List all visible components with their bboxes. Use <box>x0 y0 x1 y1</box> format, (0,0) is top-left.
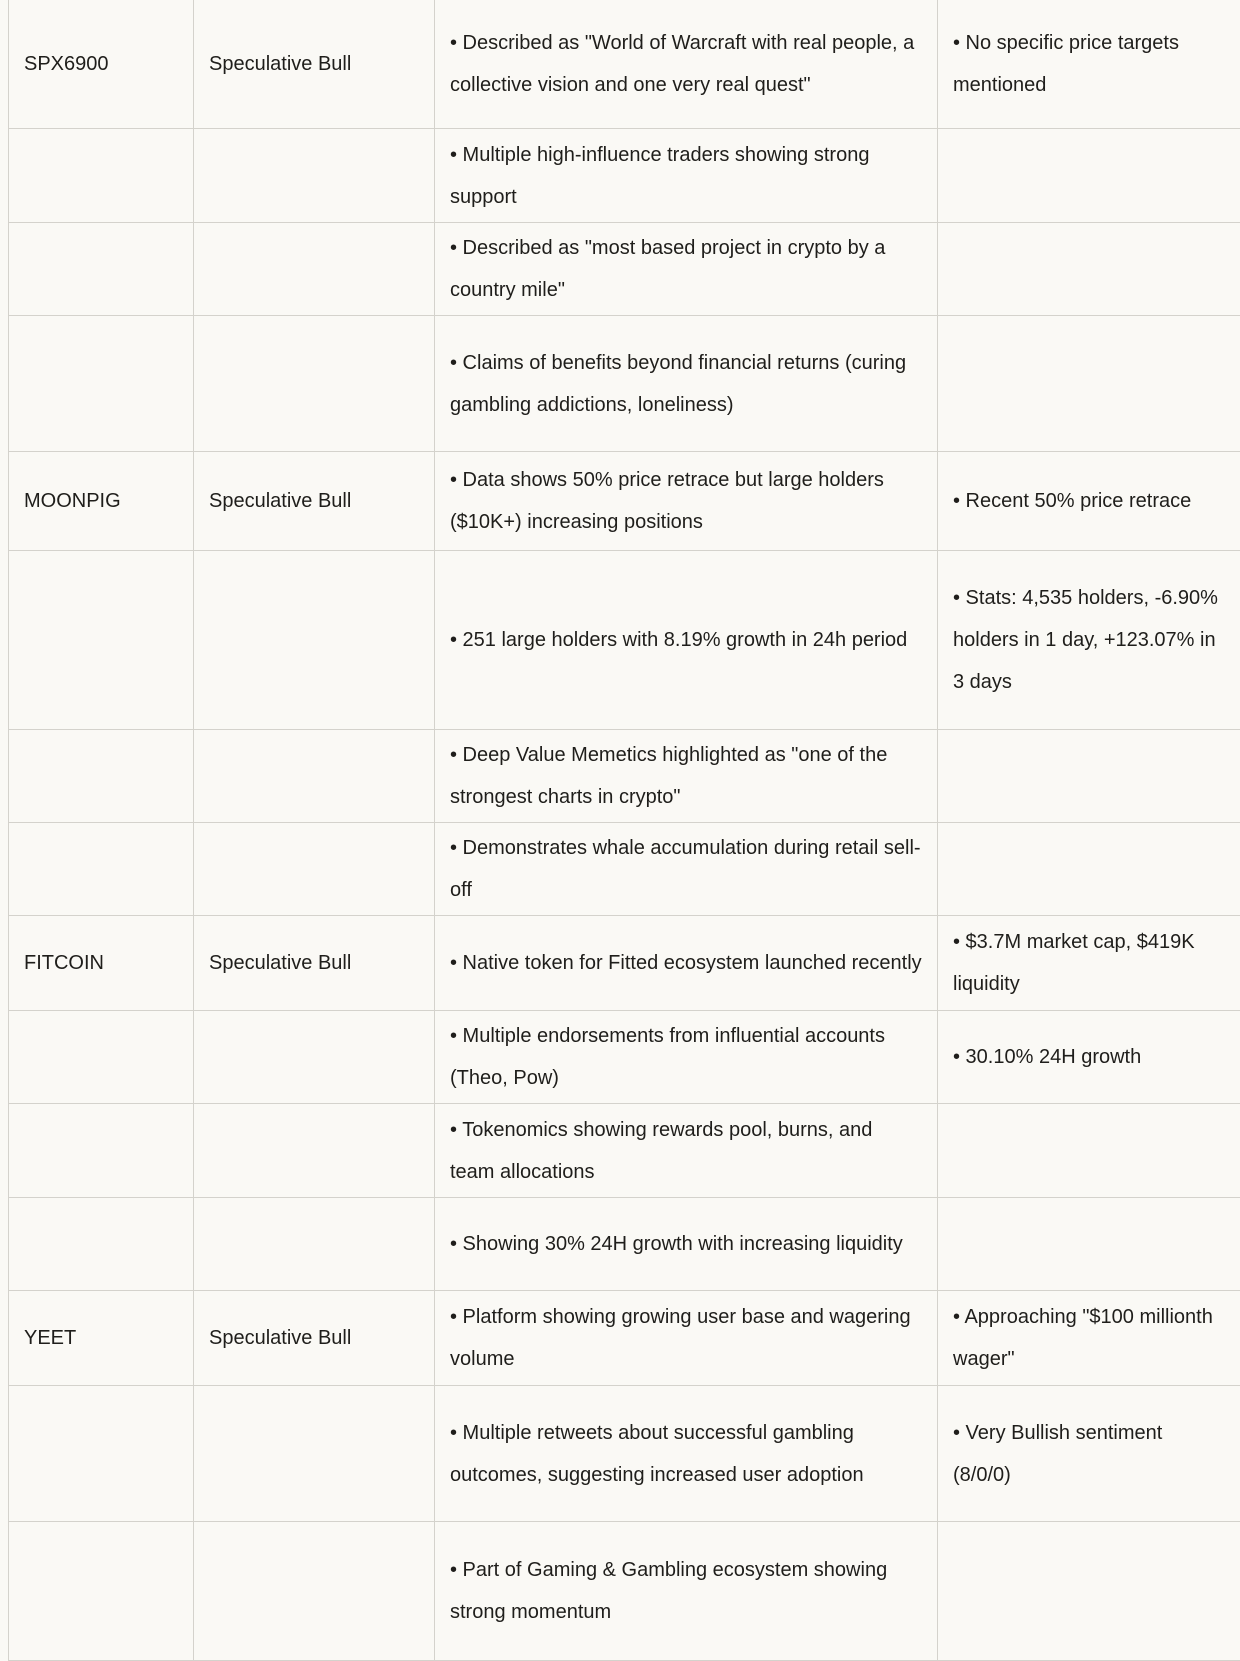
table-row <box>9 223 1240 316</box>
cell-targets <box>938 1522 1240 1661</box>
table-row <box>9 1104 1240 1198</box>
cell-targets <box>938 1198 1240 1291</box>
table-row <box>9 452 1240 551</box>
cell-targets <box>938 129 1240 223</box>
table-row <box>9 1386 1240 1522</box>
cell-token <box>9 1198 194 1291</box>
cell-targets <box>938 823 1240 916</box>
table-row <box>9 730 1240 823</box>
cell-targets: • Recent 50% price retrace <box>938 452 1240 551</box>
cell-token: SPX6900 <box>9 0 194 129</box>
cell-targets: • Very Bullish sentiment (8/0/0) <box>938 1386 1240 1522</box>
cell-evidence: • Multiple retweets about successful gambling outcomes, suggesting increased user adoption <box>435 1386 938 1522</box>
cell-targets <box>938 730 1240 823</box>
cell-sentiment: Speculative Bull <box>194 916 435 1011</box>
cell-evidence: • Showing 30% 24H growth with increasing liquidity <box>435 1198 938 1291</box>
cell-token <box>9 129 194 223</box>
cell-sentiment <box>194 1386 435 1522</box>
cell-sentiment <box>194 223 435 316</box>
table-row <box>9 0 1240 129</box>
cell-targets: • Approaching "$100 millionth wager" <box>938 1291 1240 1386</box>
cell-targets: • $3.7M market cap, $419K liquidity <box>938 916 1240 1011</box>
cell-token: FITCOIN <box>9 916 194 1011</box>
cell-token <box>9 1386 194 1522</box>
cell-token <box>9 1522 194 1661</box>
cell-sentiment <box>194 1522 435 1661</box>
table-body <box>9 0 1240 1661</box>
cell-token <box>9 823 194 916</box>
table-row <box>9 1291 1240 1386</box>
cell-sentiment: Speculative Bull <box>194 0 435 129</box>
table-row <box>9 129 1240 223</box>
cell-sentiment <box>194 1104 435 1198</box>
cell-evidence: • Multiple high-influence traders showing strong support <box>435 129 938 223</box>
cell-token <box>9 316 194 452</box>
cell-targets: • Stats: 4,535 holders, -6.90% holders in 1 day, +123.07% in 3 days <box>938 551 1240 730</box>
cell-token <box>9 1011 194 1104</box>
cell-evidence: • Multiple endorsements from influential accounts (Theo, Pow) <box>435 1011 938 1104</box>
cell-token <box>9 551 194 730</box>
table-row <box>9 316 1240 452</box>
cell-evidence: • 251 large holders with 8.19% growth in 24h period <box>435 551 938 730</box>
table-row <box>9 1522 1240 1661</box>
table-row <box>9 551 1240 730</box>
cell-sentiment: Speculative Bull <box>194 1291 435 1386</box>
cell-evidence: • Deep Value Memetics highlighted as "one of the strongest charts in crypto" <box>435 730 938 823</box>
cell-evidence: • Claims of benefits beyond financial returns (curing gambling addictions, loneliness) <box>435 316 938 452</box>
table-row <box>9 823 1240 916</box>
cell-targets: • No specific price targets mentioned <box>938 0 1240 129</box>
cell-evidence: • Native token for Fitted ecosystem launched recently <box>435 916 938 1011</box>
cell-token <box>9 223 194 316</box>
cell-evidence: • Platform showing growing user base and wagering volume <box>435 1291 938 1386</box>
cell-token <box>9 730 194 823</box>
cell-sentiment <box>194 129 435 223</box>
table-row <box>9 1198 1240 1291</box>
cell-targets <box>938 316 1240 452</box>
cell-sentiment <box>194 1011 435 1104</box>
cell-evidence: • Demonstrates whale accumulation during retail sell-off <box>435 823 938 916</box>
cell-token: MOONPIG <box>9 452 194 551</box>
table-row <box>9 916 1240 1011</box>
cell-evidence: • Tokenomics showing rewards pool, burns, and team allocations <box>435 1104 938 1198</box>
cell-sentiment <box>194 730 435 823</box>
cell-evidence: • Described as "World of Warcraft with real people, a collective vision and one very real quest" <box>435 0 938 129</box>
cell-sentiment: Speculative Bull <box>194 452 435 551</box>
cell-sentiment <box>194 823 435 916</box>
cell-sentiment <box>194 551 435 730</box>
cell-evidence: • Part of Gaming & Gambling ecosystem showing strong momentum <box>435 1522 938 1661</box>
cell-token: YEET <box>9 1291 194 1386</box>
cell-evidence: • Data shows 50% price retrace but large holders ($10K+) increasing positions <box>435 452 938 551</box>
cell-sentiment <box>194 316 435 452</box>
crypto-sentiment-table <box>8 0 1240 1661</box>
cell-evidence: • Described as "most based project in crypto by a country mile" <box>435 223 938 316</box>
cell-token <box>9 1104 194 1198</box>
cell-sentiment <box>194 1198 435 1291</box>
table-row <box>9 1011 1240 1104</box>
cell-targets <box>938 1104 1240 1198</box>
cell-targets: • 30.10% 24H growth <box>938 1011 1240 1104</box>
cell-targets <box>938 223 1240 316</box>
